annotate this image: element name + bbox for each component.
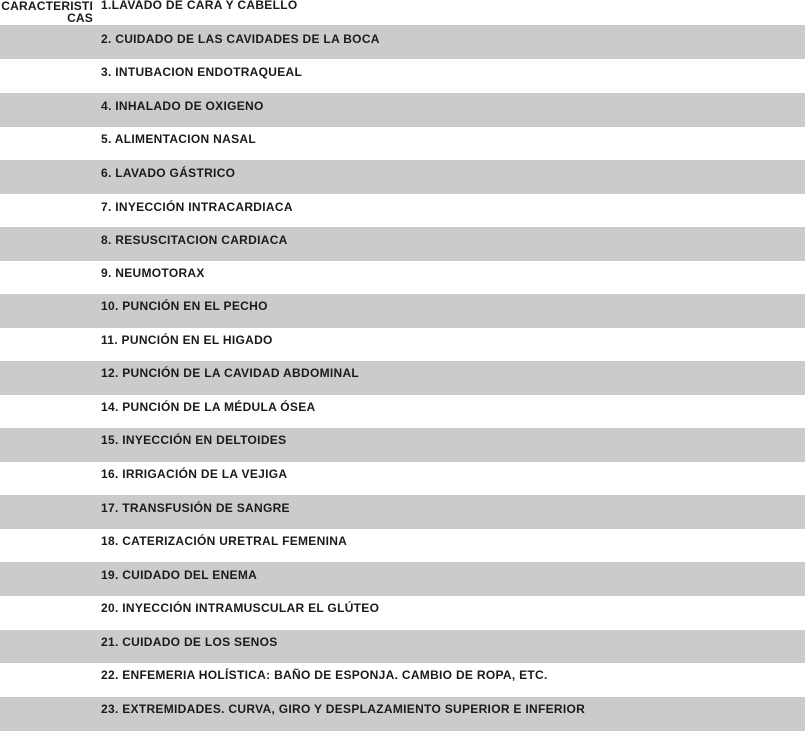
list-item-label: 8. RESUSCITACION CARDIACA [101,233,288,247]
list-item [0,562,805,596]
list-item-label: 15. INYECCIÓN EN DELTOIDES [101,433,287,447]
list-item [0,194,805,227]
list-item-label: 4. INHALADO DE OXIGENO [101,99,264,113]
list-item-label: 2. CUIDADO DE LAS CAVIDADES DE LA BOCA [101,32,380,46]
list-item-label: 1.LAVADO DE CARA Y CABELLO [101,0,298,12]
list-item-label: 18. CATERIZACIÓN URETRAL FEMENINA [101,534,348,548]
list-item-label: 20. INYECCIÓN INTRAMUSCULAR EL GLÚTEO [101,601,380,615]
list-item [0,428,805,462]
list-item [0,0,805,25]
list-item [0,328,805,361]
list-item-label: 9. NEUMOTORAX [101,266,205,280]
list-item-label: 16. IRRIGACIÓN DE LA VEJIGA [101,467,288,481]
list-item [0,227,805,261]
list-item [0,697,805,731]
list-item [0,294,805,328]
list-item [0,462,805,495]
list-item-label: 12. PUNCIÓN DE LA CAVIDAD ABDOMINAL [101,366,360,380]
list-item-label: 3. INTUBACION ENDOTRAQUEAL [101,65,303,79]
list-item-label: 11. PUNCIÓN EN EL HIGADO [101,333,273,347]
list-item [0,663,805,697]
list-item [0,160,805,194]
list-item-label: 7. INYECCIÓN INTRACARDIACA [101,200,293,214]
list-item-label: 14. PUNCIÓN DE LA MÉDULA ÓSEA [101,400,316,414]
section-heading: CARACTERISTICAS [1,0,93,25]
list-item-label: 17. TRANSFUSIÓN DE SANGRE [101,501,290,515]
list-item [0,127,805,160]
list-item-label: 6. LAVADO GÁSTRICO [101,166,236,180]
list-item [0,59,805,93]
list-item [0,395,805,428]
list-item [0,630,805,663]
list-item [0,529,805,562]
list-item-label: 5. ALIMENTACION NASAL [101,132,256,146]
list-item-label: 10. PUNCIÓN EN EL PECHO [101,299,268,313]
list-item-label: 19. CUIDADO DEL ENEMA [101,568,258,582]
list-item [0,596,805,630]
list-item [0,261,805,294]
list-item-label: 22. ENFEMERIA HOLÍSTICA: BAÑO DE ESPONJA. CAMBIO DE ROPA, ETC. [101,668,548,682]
list-item [0,25,805,59]
list-item-label: 21. CUIDADO DE LOS SENOS [101,635,278,649]
list-item-label: 23. EXTREMIDADES. CURVA, GIRO Y DESPLAZAMIENTO SUPERIOR E INFERIOR [101,702,586,716]
list-item [0,495,805,529]
list-item [0,93,805,127]
list-item [0,361,805,395]
